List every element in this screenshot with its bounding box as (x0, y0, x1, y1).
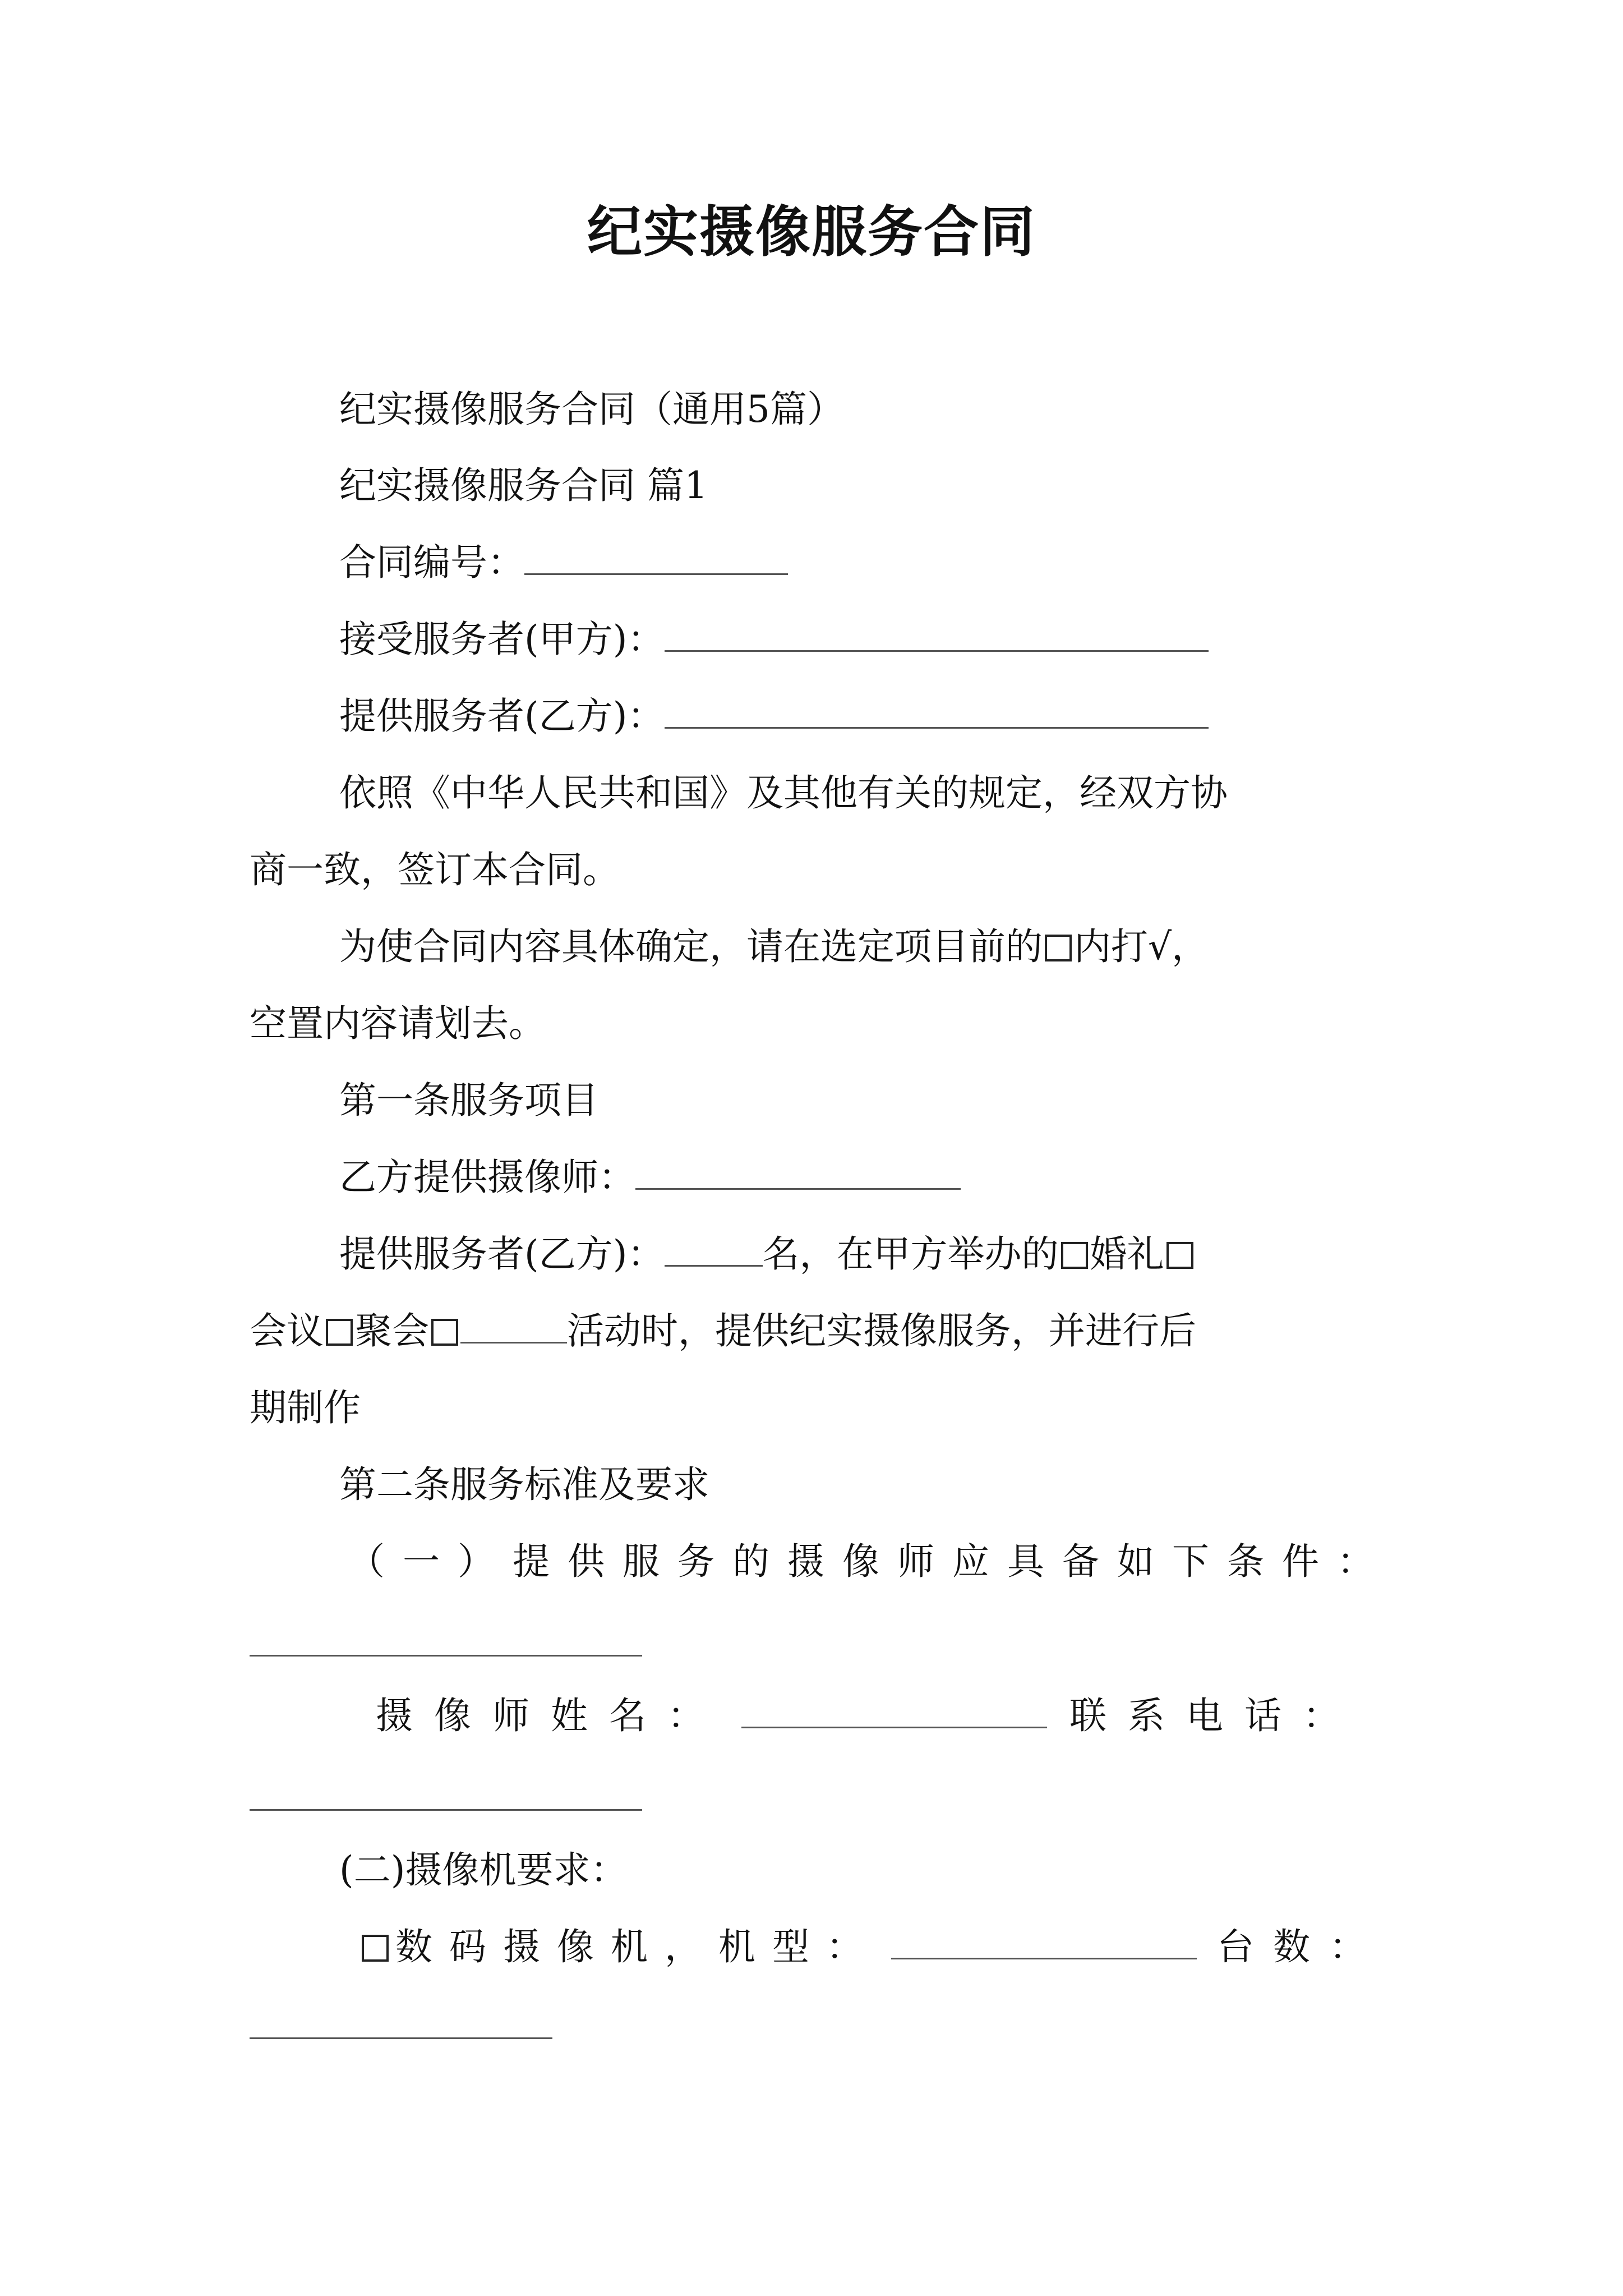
photographer-name-label: 摄像师姓名： (376, 1694, 726, 1737)
instruction-text-b: 内打√， (1074, 925, 1209, 968)
photographer-blank (635, 1156, 961, 1190)
checkbox-icon (1061, 1242, 1088, 1269)
instruction-line-1 (339, 924, 1209, 969)
phone-label: 联系电话： (1069, 1694, 1361, 1737)
service-provider-label: 提供服务者(乙方)： (339, 1232, 665, 1276)
party-a-label: 接受服务者(甲方)： (339, 618, 665, 661)
service-provider-line-2 (250, 1309, 1196, 1353)
service-provider-text: 名，在甲方举办的 (762, 1232, 1059, 1276)
checkbox-icon (1045, 935, 1072, 961)
service-provider-line-3: 期制作 (250, 1386, 361, 1429)
party-b-line (339, 694, 1209, 738)
camera-model-blank (891, 1925, 1197, 1959)
article-2-heading: 第二条服务标准及要求 (339, 1463, 709, 1506)
checkbox-icon (1166, 1242, 1193, 1269)
service-provider-line-1 (339, 1232, 1196, 1276)
intro-line-1: 依照《中华人民共和国》及其他有关的规定，经双方协 (339, 771, 1228, 815)
photographer-line (339, 1155, 961, 1199)
service-provider-text-2: 活动时，提供纪实摄像服务，并进行后 (567, 1309, 1196, 1352)
requirement-1-blank (250, 1655, 642, 1657)
checkbox-icon (362, 1935, 389, 1962)
checkbox-icon (326, 1319, 353, 1346)
checkbox-icon (431, 1319, 458, 1346)
camera-line (362, 1925, 1385, 1969)
part-heading: 纪实摄像服务合同 篇1 (339, 464, 708, 507)
option-party: 聚会 (355, 1309, 429, 1352)
requirement-2: (二)摄像机要求： (339, 1848, 628, 1892)
contract-number-label: 合同编号： (339, 541, 524, 584)
option-wedding: 婚礼 (1090, 1232, 1164, 1276)
requirement-1: （一）提供服务的摄像师应具备如下条件： (348, 1540, 1392, 1583)
contract-number-line (339, 540, 788, 585)
camera-model-label: 数码摄像机，机型： (395, 1925, 880, 1968)
party-b-blank (665, 694, 1209, 729)
instruction-line-2: 空置内容请划去。 (250, 1002, 546, 1045)
other-activity-blank (460, 1309, 567, 1343)
instruction-text-a: 为使合同内容具体确定，请在选定项目前的 (339, 925, 1043, 968)
document-subtitle: 纪实摄像服务合同（通用5篇） (339, 388, 844, 431)
phone-blank (250, 1809, 642, 1811)
photographer-name-phone-line (376, 1694, 1361, 1738)
photographer-label: 乙方提供摄像师： (339, 1156, 635, 1199)
camera-count-blank (250, 2037, 552, 2039)
intro-line-2: 商一致，签订本合同。 (250, 848, 620, 891)
document-title: 纪实摄像服务合同 (587, 200, 1036, 264)
camera-count-label: 台数： (1217, 1925, 1385, 1968)
option-meeting: 会议 (250, 1309, 324, 1352)
contract-number-blank (524, 541, 788, 575)
party-b-label: 提供服务者(乙方)： (339, 694, 665, 738)
party-a-line (339, 617, 1209, 661)
article-1-heading: 第一条服务项目 (339, 1079, 598, 1122)
headcount-blank (665, 1232, 763, 1267)
photographer-name-blank (741, 1694, 1047, 1728)
party-a-blank (665, 618, 1209, 652)
